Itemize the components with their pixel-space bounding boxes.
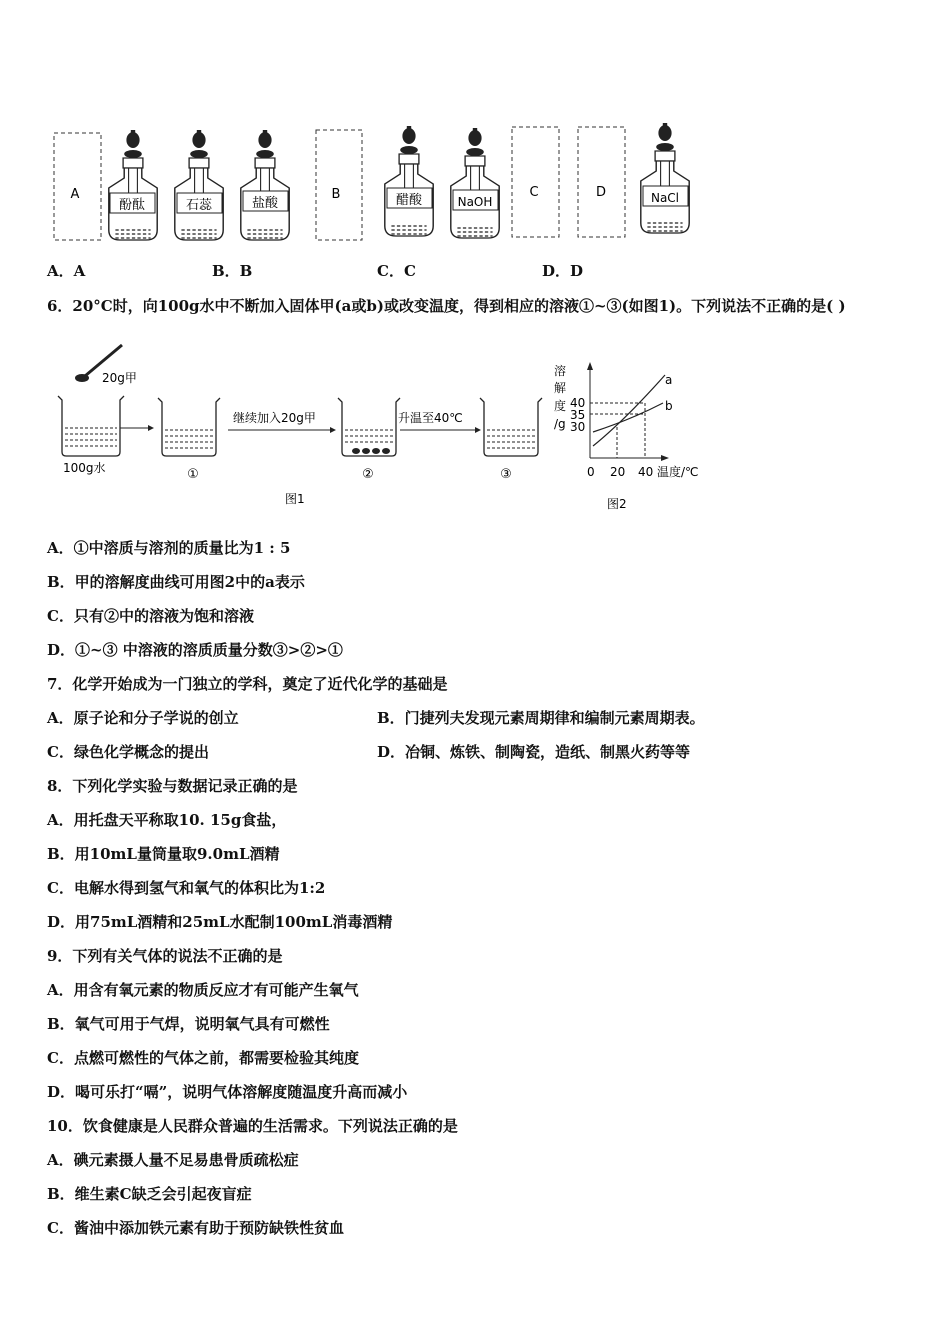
figure-2-caption: 图2 [607,497,627,511]
water-label: 100g水 [63,461,106,475]
q9-stem: 9．下列有关气体的说法不正确的是 [47,947,283,965]
q10-option-c[interactable]: C．酱油中添加铁元素有助于预防缺铁性贫血 [47,1219,344,1237]
q5-option-d[interactable]: D．D [542,262,584,280]
box-a-label: A [70,187,80,202]
curve-b-label: b [665,399,673,413]
q8-option-c[interactable]: C．电解水得到氢气和氧气的体积比为1:2 [47,879,326,897]
bottle-label-nacl: NaCl [650,191,680,205]
beaker-3-label: ③ [500,467,512,482]
q10-option-a[interactable]: A．碘元素摄人量不足易患骨质疏松症 [47,1151,299,1169]
bottle-label-acetic-acid: 醋酸 [395,193,423,208]
placeholder-box-c [512,127,559,237]
curve-a [593,375,665,446]
q7-option-c[interactable]: C．绿色化学概念的提出 [47,743,209,761]
q5-option-c[interactable]: C．C [377,262,416,280]
bottle-label-hydrochloric-acid: 盐酸 [251,196,279,211]
ylabel-char-3: 度 [554,399,567,413]
q10-option-b[interactable]: B．维生素C缺乏会引起夜盲症 [47,1185,252,1203]
xtick-0: 0 [587,465,595,479]
beaker-1-label: ① [187,467,199,482]
beaker-2-label: ② [362,467,374,482]
q8-option-b[interactable]: B．用10mL量筒量取9.0mL酒精 [47,845,280,863]
q6-option-b[interactable]: B．甲的溶解度曲线可用图2中的a表示 [47,573,305,591]
step3-label: 升温至40℃ [398,411,463,425]
q9-option-c[interactable]: C．点燃可燃性的气体之前，都需要检验其纯度 [47,1049,359,1067]
ytick-40: 40 [570,396,586,410]
q7-option-b[interactable]: B．门捷列夫发现元素周期律和编制元素周期表。 [377,709,705,727]
q7-option-d[interactable]: D．冶铜、炼铁、制陶瓷，造纸、制黑火药等等 [377,743,691,761]
q10-stem: 10．饮食健康是人民群众普遍的生活需求。下列说法正确的是 [47,1117,458,1135]
q6-figure-2 [545,330,715,520]
q7-option-a[interactable]: A．原子论和分子学说的创立 [47,709,239,727]
box-c-label: C [529,185,539,200]
bottle-label-phenolphthalein: 酚酞 [118,198,146,213]
q5-option-b[interactable]: B．B [212,262,253,280]
q6-option-a[interactable]: A．①中溶质与溶剂的质量比为1 : 5 [47,539,291,557]
xlabel: 温度/℃ [657,465,699,479]
spoon-label: 20g甲 [102,371,137,385]
q6-option-d[interactable]: D．①~③ 中溶液的溶质质量分数③>②>① [47,641,343,659]
q9-option-a[interactable]: A．用含有氧元素的物质反应才有可能产生氧气 [47,981,359,999]
box-d-label: D [595,185,607,200]
q5-bottle-figure [0,0,950,250]
ylabel-char-4: /g [554,417,566,431]
q8-option-d[interactable]: D．用75mL酒精和25mL水配制100mL消毒酒精 [47,913,393,931]
curve-b [593,403,663,432]
ylabel-char-1: 溶 [554,364,567,378]
ylabel-char-2: 解 [554,381,567,395]
q6-option-c[interactable]: C．只有②中的溶液为饱和溶液 [47,607,254,625]
placeholder-box-b [316,130,362,240]
curve-a-label: a [665,373,673,387]
xtick-20: 20 [610,465,626,479]
q8-option-a[interactable]: A．用托盘天平称取10. 15g食盐， [47,811,287,829]
step2-label: 继续加入20g甲 [233,411,316,425]
q6-figure-1 [40,330,580,520]
bottle-label-naoh: NaOH [457,195,493,209]
bottle-label-litmus: 石蕊 [185,198,213,213]
ytick-30: 30 [570,420,586,434]
q7-stem: 7．化学开始成为一门独立的学科，奠定了近代化学的基础是 [47,675,448,693]
q6-stem: 6．20°C时，向100g水中不断加入固体甲(a或b)或改变温度，得到相应的溶液①~③(如图1)。下列说法不正确的是( ) [47,297,846,315]
placeholder-box-d [578,127,625,237]
q9-option-b[interactable]: B．氧气可用于气焊，说明氧气具有可燃性 [47,1015,330,1033]
q5-option-a[interactable]: A．A [47,262,86,280]
figure-1-caption: 图1 [285,492,305,506]
q8-stem: 8．下列化学实验与数据记录正确的是 [47,777,298,795]
q9-option-d[interactable]: D．喝可乐打“嗝”，说明气体溶解度随温度升高而减小 [47,1083,408,1101]
box-b-label: B [331,187,341,202]
xtick-40: 40 [638,465,654,479]
ytick-35: 35 [570,408,586,422]
